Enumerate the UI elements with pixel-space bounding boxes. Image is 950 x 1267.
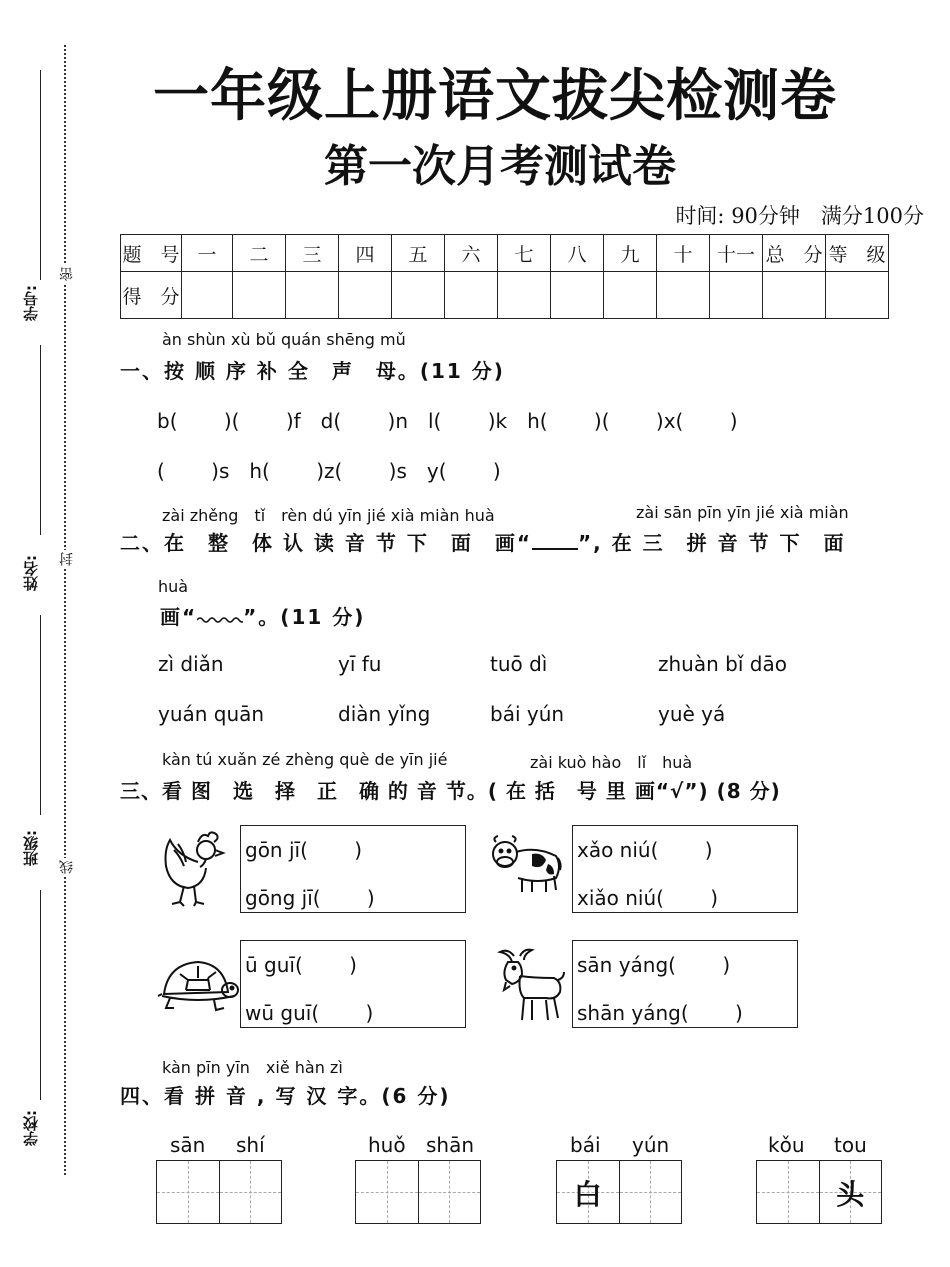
q2-word[interactable]: zì diǎn [158,652,224,676]
writing-cell[interactable] [820,1161,882,1223]
rooster-icon [158,828,228,910]
writing-grid[interactable] [355,1160,481,1224]
grid-char: 头 [836,1178,865,1211]
q4-heading: 四、看 拼 音 , 写 汉 字。(6 分) [120,1084,451,1108]
q1-line-2[interactable]: ( )s h( )z( )s y( ) [157,459,501,483]
writing-grid[interactable] [156,1160,282,1224]
writing-cell[interactable] [557,1161,620,1223]
margin-label-name: 姓名: [22,555,40,591]
q3-option-box [240,940,466,1028]
grid-pinyin: tou [834,1133,867,1157]
grid-pinyin: shí [236,1133,265,1157]
seal-mi: 密 [59,267,75,281]
margin-label-class: 班级: [22,830,40,866]
writing-grid[interactable] [756,1160,882,1224]
score-header-cell: 三 [286,235,339,272]
grid-pinyin: bái [570,1133,601,1157]
grid-pinyin: yún [632,1133,670,1157]
q2-word[interactable]: yuè yá [658,702,726,726]
q2-word[interactable]: bái yún [490,702,565,726]
q2-word[interactable]: diàn yǐng [338,702,431,726]
score-cell[interactable] [286,272,339,319]
q2-heading-a: 二、在 整 体 认 读 音 节 下 面 画“ [120,531,532,555]
grid-pinyin: huǒ [368,1133,406,1157]
writing-cell[interactable] [220,1161,282,1223]
score-header-cell: 十一 [710,235,763,272]
q4-pinyin: kàn pīn yīn xiě hàn zì [162,1058,343,1077]
margin-line-4 [40,890,41,1100]
q3-option-1[interactable]: ū guī( ) [245,953,357,977]
q2-heading-b: ”, 在 三 拼 音 节 下 面 [577,531,846,555]
score-cell[interactable] [763,272,826,319]
q2-word[interactable]: yī fu [338,652,382,676]
margin-label-school: 学校: [22,1110,40,1146]
grid-pinyin: shān [426,1133,475,1157]
writing-cell[interactable] [757,1161,820,1223]
q3-option-1[interactable]: xǎo niú( ) [577,838,713,862]
q2-heading-c1: 画“ [160,605,198,629]
page-title: 一年级上册语文拔尖检测卷 [153,63,837,129]
score-cell[interactable] [498,272,551,319]
seal-feng: 封 [59,552,75,566]
score-cell[interactable] [657,272,710,319]
score-cell[interactable] [392,272,445,319]
q2-word[interactable]: yuán quān [158,702,265,726]
score-table-header-row [121,235,889,272]
grid-char: 白 [573,1178,602,1211]
score-cell[interactable] [233,272,286,319]
score-cell[interactable] [339,272,392,319]
q3-option-box [572,940,798,1028]
q3-option-1[interactable]: gōn jī( ) [245,838,363,862]
score-cell[interactable] [551,272,604,319]
score-header-cell: 一 [182,235,233,272]
writing-cell[interactable] [356,1161,419,1223]
binding-dotted-line [64,45,66,1175]
writing-cell[interactable] [620,1161,682,1223]
score-header-cell: 六 [445,235,498,272]
q3-pinyin-left: kàn tú xuǎn zé zhèng què de yīn jié [162,750,448,769]
writing-cell[interactable] [419,1161,481,1223]
score-header-cell: 二 [233,235,286,272]
page-subtitle: 第一次月考测试卷 [324,141,676,192]
q3-option-2[interactable]: wū guī( ) [245,1001,374,1025]
q2-word[interactable]: tuō dì [490,652,548,676]
seal-xian: 线 [59,860,75,874]
grid-pinyin: kǒu [768,1133,805,1157]
straight-underline-mark [532,532,578,550]
q2-heading [120,527,846,556]
score-cell[interactable] [604,272,657,319]
margin-label-student-id: 学号: [22,285,40,321]
score-header-cell: 总 分 [763,235,826,272]
score-header-cell: 五 [392,235,445,272]
margin-line-3 [40,615,41,815]
score-cell[interactable] [710,272,763,319]
score-header-cell: 八 [551,235,604,272]
q3-heading: 三、看 图 选 择 正 确 的 音 节。( 在 括 号 里 画“√”) (8 分) [120,779,781,803]
cow-icon [488,834,564,896]
writing-cell[interactable] [157,1161,220,1223]
score-cell[interactable] [826,272,889,319]
q3-option-2[interactable]: shān yáng( ) [577,1001,743,1025]
turtle-icon [156,956,240,1014]
q3-pinyin-right: zài kuò hào lǐ huà [530,753,693,772]
q2-heading-line2 [160,601,365,630]
q3-option-1[interactable]: sān yáng( ) [577,953,731,977]
goat-icon [494,946,566,1024]
margin-line-2 [40,345,41,535]
q1-line-1[interactable]: b( )( )f d( )n l( )k h( )( )x( ) [157,409,738,433]
grid-pinyin: sān [170,1133,206,1157]
q1-pinyin: àn shùn xù bǔ quán shēng mǔ [162,330,406,349]
q2-pinyin-right: zài sān pīn yīn jié xià miàn [636,503,849,522]
q3-option-2[interactable]: xiǎo niú( ) [577,886,719,910]
q1-heading: 一、按 顺 序 补 全 声 母。(11 分) [120,359,505,383]
wavy-underline-mark [197,610,243,624]
q2-pinyin-hua: huà [158,577,189,596]
score-header-cell: 四 [339,235,392,272]
score-header-cell: 七 [498,235,551,272]
score-cell[interactable] [445,272,498,319]
score-header-cell: 九 [604,235,657,272]
score-header-cell: 题 号 [121,235,182,272]
q3-option-box [572,825,798,913]
score-table [120,234,889,319]
q3-option-box [240,825,466,913]
q2-word[interactable]: zhuàn bǐ dāo [658,652,787,676]
score-header-cell: 十 [657,235,710,272]
q2-heading-c2: ”。(11 分) [243,605,366,629]
score-row-label: 得 分 [121,272,182,319]
time-info: 时间: 90分钟 满分100分 [675,204,924,228]
score-header-cell: 等 级 [826,235,889,272]
q3-option-2[interactable]: gōng jī( ) [245,886,375,910]
score-table-score-row [121,272,889,319]
writing-grid[interactable] [556,1160,682,1224]
q2-pinyin-left: zài zhěng tǐ rèn dú yīn jié xià miàn huà [162,506,495,525]
score-cell[interactable] [182,272,233,319]
